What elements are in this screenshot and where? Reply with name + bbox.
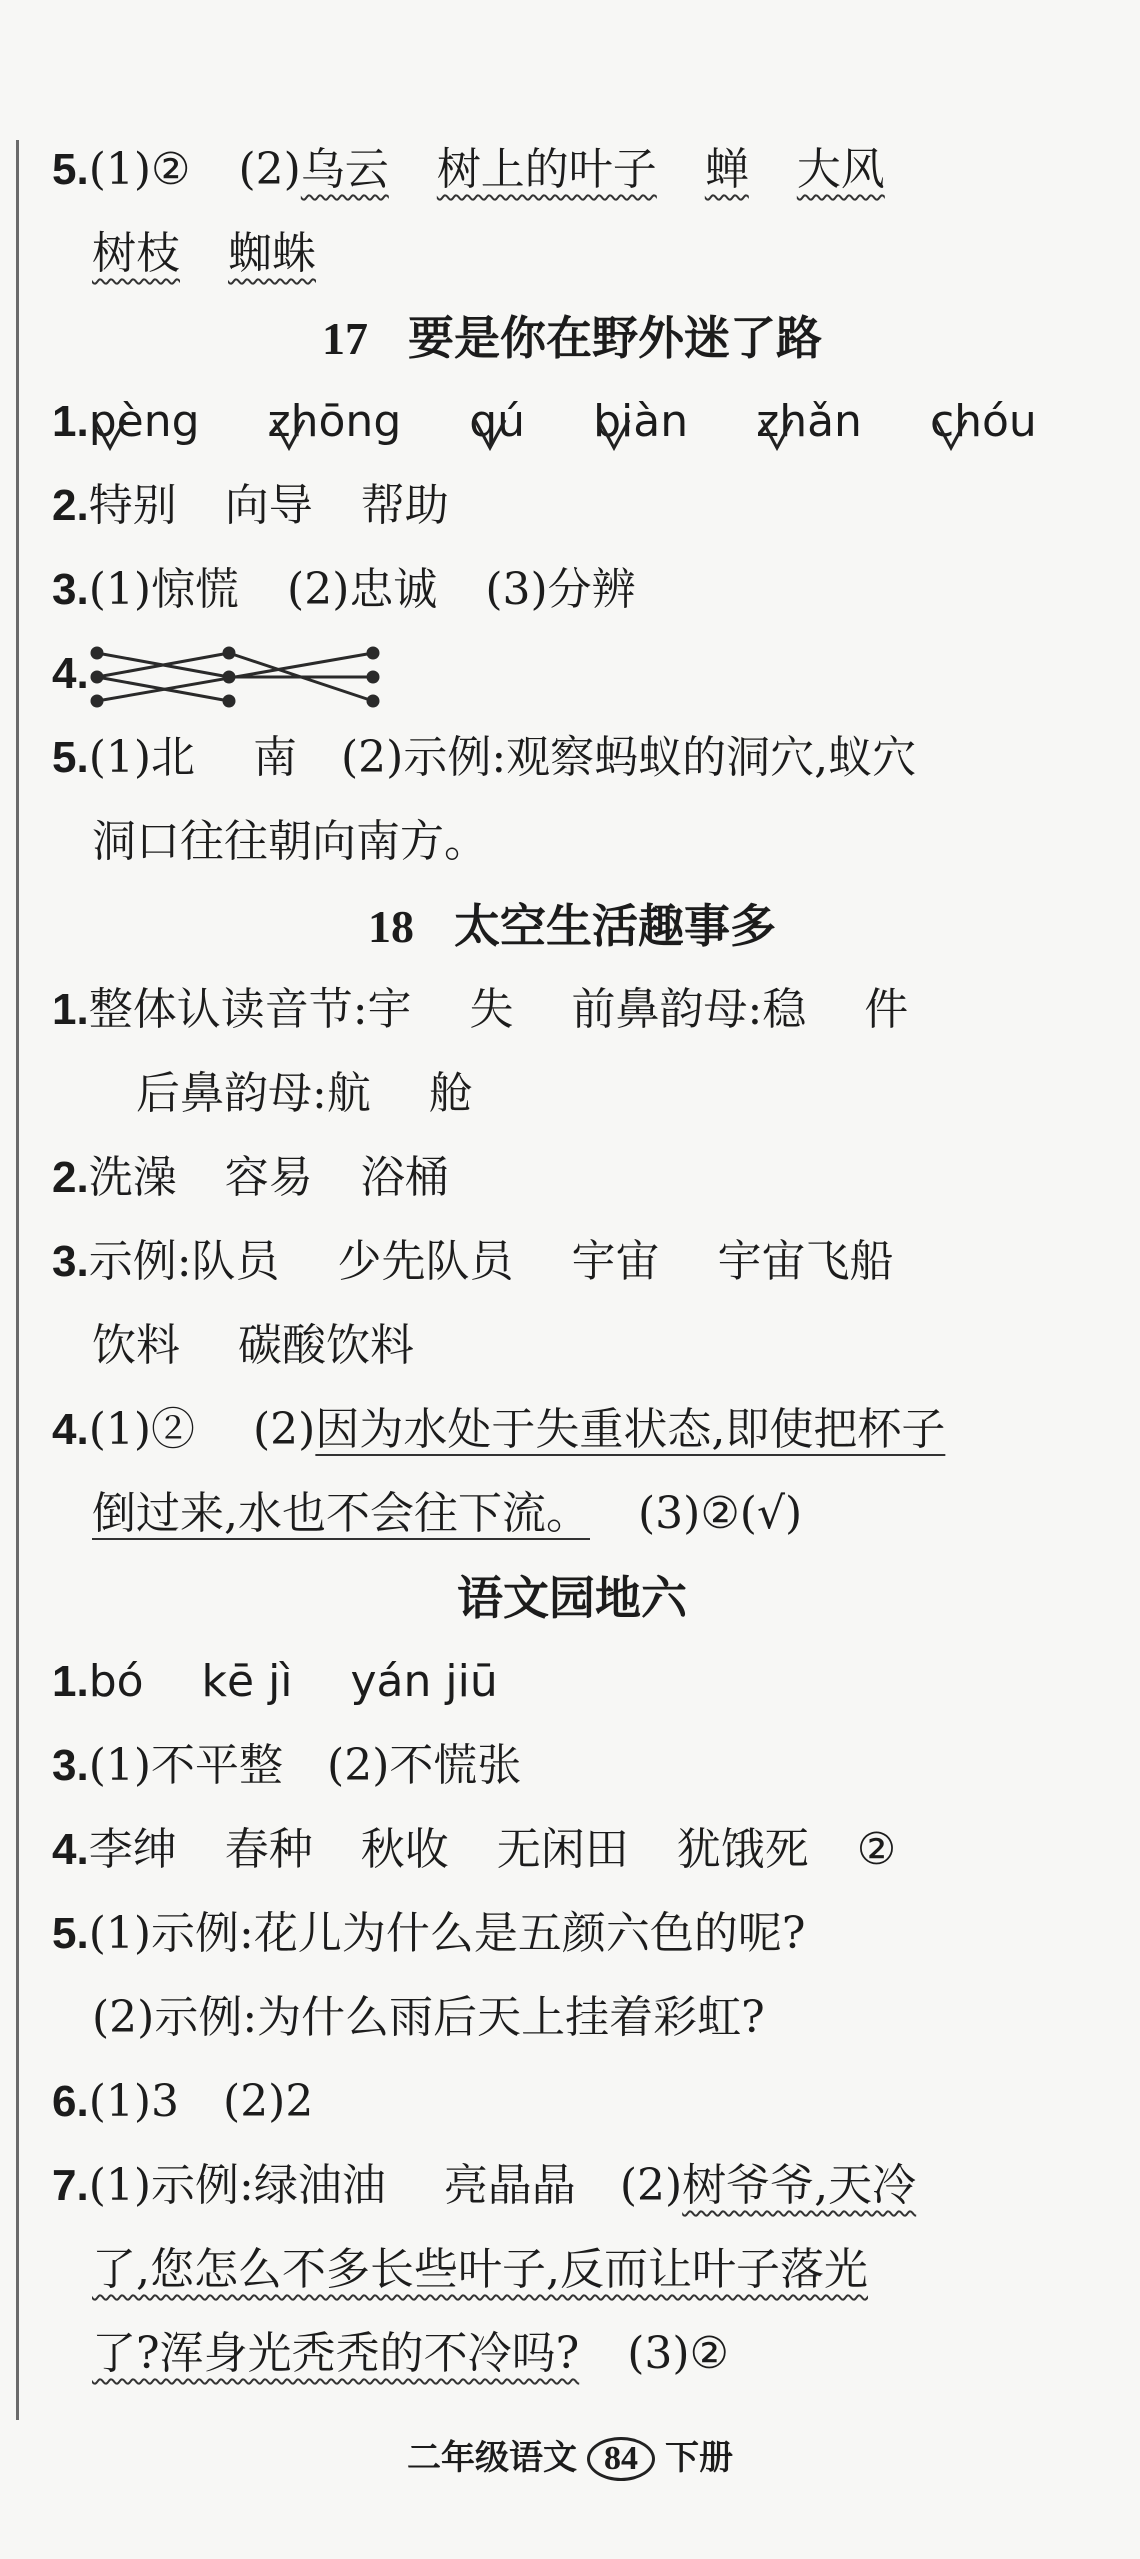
l17-q3 <box>52 548 1092 632</box>
answer-part: (1)惊慌 <box>88 564 240 615</box>
underlined-answer: 因为水处于失重状态,即使把杯子 <box>315 1404 946 1455</box>
g6-q7-line1 <box>52 2144 1092 2228</box>
l18-q2 <box>52 1136 1092 1220</box>
answer-word: 乌云 <box>300 144 389 195</box>
answer-part: (3)分辨 <box>485 564 636 615</box>
question-number: 1. <box>52 1657 89 1706</box>
pinyin-syllable: biàn <box>593 380 688 464</box>
g6-q1 <box>52 1640 1092 1724</box>
lesson-title: 太空生活趣事多 <box>454 899 776 953</box>
l18-q3-line1 <box>52 1220 1092 1304</box>
g6-q7-line3 <box>52 2312 1092 2396</box>
answer-word: 容易 <box>224 1152 313 1203</box>
answer-word: 帮助 <box>360 480 449 531</box>
answer-text: 后鼻韵母:航 舱 <box>136 1068 473 1119</box>
check-mark-icon <box>934 416 968 452</box>
question-number: 5. <box>52 1909 89 1958</box>
l17-q5-line1 <box>52 716 1092 800</box>
matching-lines-diagram <box>89 635 389 719</box>
l17-q5-line2 <box>52 800 1092 884</box>
question-number: 3. <box>52 565 89 614</box>
pinyin-syllable: qú <box>469 380 525 464</box>
answer-text: (1)3 (2)2 <box>88 2076 314 2127</box>
answer-text: 洞口往往朝向南方。 <box>92 816 488 867</box>
page-footer <box>0 2430 1140 2481</box>
answer-word: 蜘蛛 <box>228 228 316 279</box>
l18-q1-line1 <box>52 968 1092 1052</box>
answer-word: 向导 <box>224 480 313 531</box>
answer-part: (3)②(√) <box>638 1488 803 1539</box>
question-number: 2. <box>52 1153 89 1202</box>
answer-word: 无闲田 <box>496 1824 629 1875</box>
question-number: 5. <box>52 733 89 782</box>
answer-word: 树枝 <box>92 228 180 279</box>
question-number: 6. <box>52 2077 89 2126</box>
g6-q5-line2 <box>52 1976 1092 2060</box>
footer-grade-subject: 二年级语文 <box>407 2438 577 2478</box>
answer-part: (1)② (2) <box>88 1404 316 1455</box>
answer-word: ② <box>856 1824 897 1875</box>
lesson-number: 17 <box>322 313 368 364</box>
question-number: 1. <box>52 985 89 1034</box>
answer-text: (1)不平整 (2)不慌张 <box>88 1740 522 1791</box>
answer-word: 大风 <box>796 144 885 195</box>
g6-q5-line1 <box>52 1892 1092 1976</box>
answer-word: 洗澡 <box>88 1152 177 1203</box>
lesson-title: 要是你在野外迷了路 <box>408 311 822 365</box>
g6-q6 <box>52 2060 1092 2144</box>
section-title: 语文园地六 <box>457 1571 687 1625</box>
answer-word: 犹饿死 <box>676 1824 809 1875</box>
pinyin-syllable: pèng <box>89 380 200 464</box>
check-mark-icon <box>597 416 631 452</box>
question-number: 1. <box>52 397 89 446</box>
answer-word: 特别 <box>88 480 177 531</box>
lesson-18-heading <box>52 884 1092 968</box>
pinyin-syllable: chóu <box>930 380 1037 464</box>
question-number: 7. <box>52 2161 89 2210</box>
check-mark-icon <box>473 416 507 452</box>
wavy-underlined-answer: 树爷爷,天冷 <box>682 2160 917 2211</box>
l17-q2 <box>52 464 1092 548</box>
question-number: 3. <box>52 1741 89 1790</box>
question-number: 3. <box>52 1237 89 1286</box>
g6-q7-line2 <box>52 2228 1092 2312</box>
garden-6-heading <box>52 1556 1092 1640</box>
answer-word: 蝉 <box>704 144 749 195</box>
question-number: 4. <box>52 1405 89 1454</box>
wavy-underlined-answer: 了,您怎么不多长些叶子,反而让叶子落光 <box>92 2244 868 2295</box>
answer-word: 树上的叶子 <box>436 144 657 195</box>
question-number: 5. <box>52 145 89 194</box>
l17-q4 <box>52 632 1092 716</box>
answer-word: 春种 <box>224 1824 313 1875</box>
l18-q1-line2 <box>52 1052 1092 1136</box>
answer-text: 整体认读音节:宇 失 前鼻韵母:稳 件 <box>88 984 909 1035</box>
underlined-answer: 倒过来,水也不会往下流。 <box>92 1488 590 1539</box>
l17-q1 <box>52 380 1092 464</box>
g6-q3 <box>52 1724 1092 1808</box>
check-mark-icon <box>272 416 306 452</box>
lesson-number: 18 <box>368 901 414 952</box>
g6-q4 <box>52 1808 1092 1892</box>
q5-top-line1 <box>52 128 1092 212</box>
question-number: 2. <box>52 481 89 530</box>
question-number: 4. <box>52 649 89 698</box>
answer-text: 饮料 碳酸饮料 <box>92 1320 414 1371</box>
answer-page <box>52 128 1092 2396</box>
q5-top-line2 <box>52 212 1092 296</box>
margin-rule <box>16 140 19 2420</box>
wavy-underlined-answer: 了?浑身光秃秃的不冷吗? <box>92 2328 580 2379</box>
pinyin-answer: bó kē jì yán jiū <box>88 1656 498 1707</box>
answer-part: (2)忠诚 <box>287 564 438 615</box>
pinyin-syllable: zhǎn <box>756 380 862 464</box>
l18-q3-line2 <box>52 1304 1092 1388</box>
answer-word: 秋收 <box>360 1824 449 1875</box>
pinyin-syllable: zhōng <box>268 380 402 464</box>
l18-q4-line2 <box>52 1472 1092 1556</box>
answer-part: (3)② <box>627 2328 729 2379</box>
answer-text: (2)示例:为什么雨后天上挂着彩虹? <box>92 1992 765 2043</box>
footer-volume: 下册 <box>665 2438 733 2478</box>
answer-word: 浴桶 <box>360 1152 449 1203</box>
answer-text: (1)示例:花儿为什么是五颜六色的呢? <box>88 1908 806 1959</box>
check-mark-icon <box>760 416 794 452</box>
lesson-17-heading <box>52 296 1092 380</box>
answer-word: 李绅 <box>88 1824 177 1875</box>
answer-part: (1)示例:绿油油 亮晶晶 (2) <box>88 2160 683 2211</box>
pinyin-row <box>89 396 1105 447</box>
l18-q4-line1 <box>52 1388 1092 1472</box>
answer-text: (1)北 南 (2)示例:观察蚂蚁的洞穴,蚁穴 <box>88 732 917 783</box>
answer-text: 示例:队员 少先队员 宇宙 宇宙飞船 <box>88 1236 894 1287</box>
answer-part: (1)② <box>88 144 191 195</box>
check-mark-icon <box>93 416 127 452</box>
page-number: 84 <box>587 2437 655 2481</box>
answer-part: (2) <box>238 144 301 195</box>
question-number: 4. <box>52 1825 89 1874</box>
